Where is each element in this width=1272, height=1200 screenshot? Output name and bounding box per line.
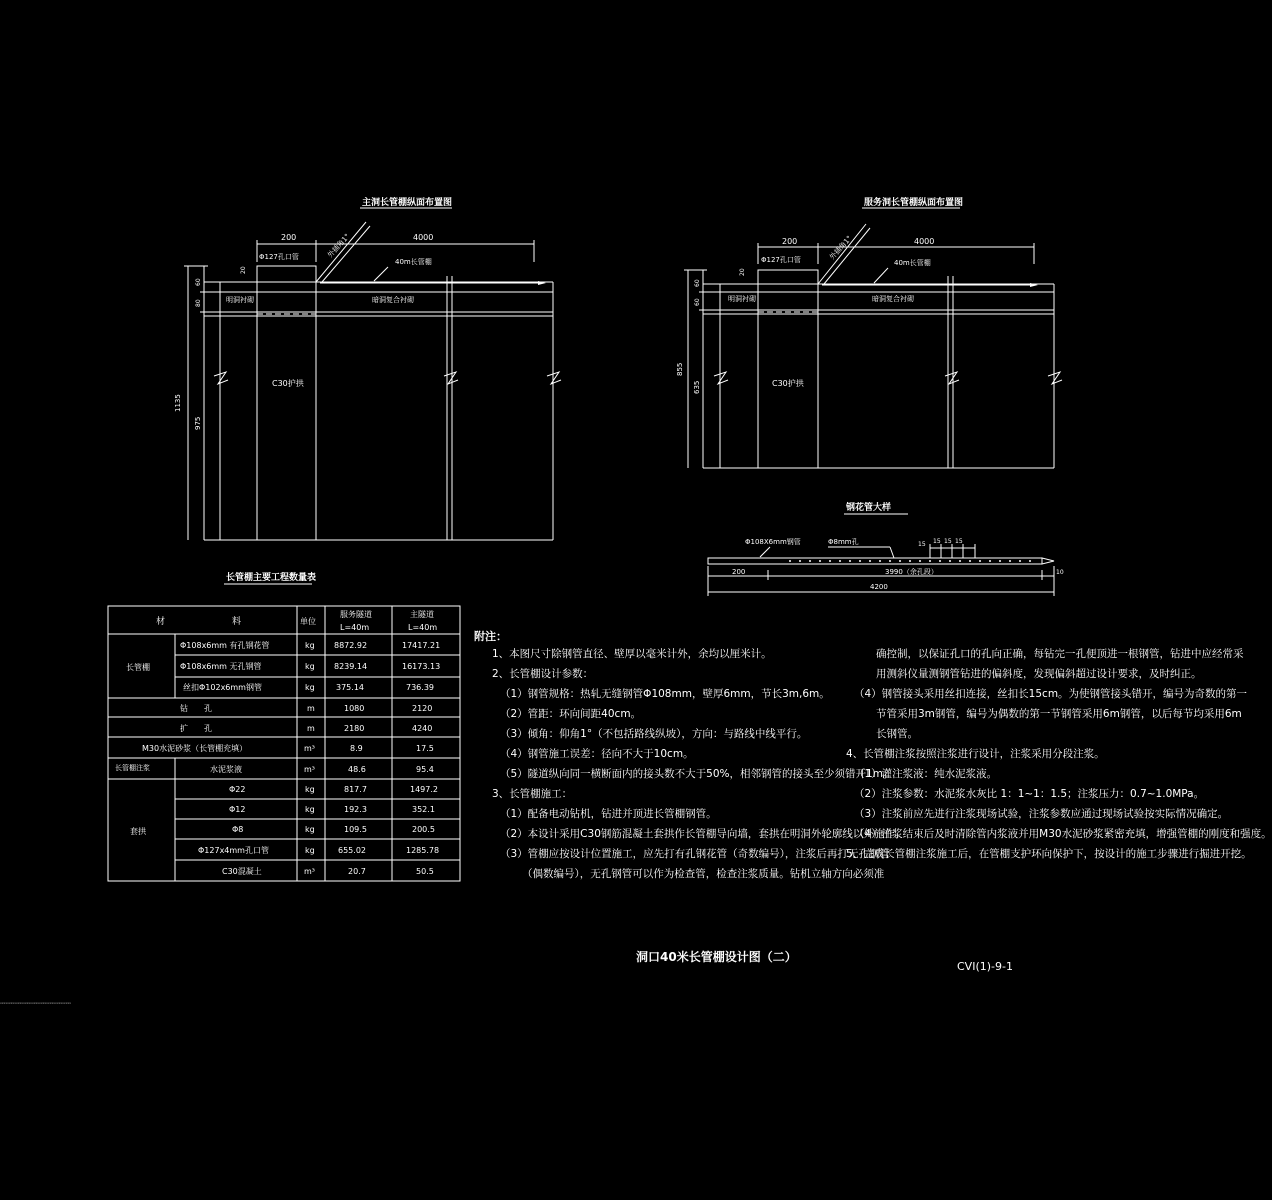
pipe-detail <box>708 501 1064 596</box>
note-left-7: 3、长管棚施工： <box>492 788 573 800</box>
row4-service: 2180 <box>344 724 365 733</box>
row9-unit: kg <box>305 825 315 834</box>
group-pipe-roof: 长管棚 <box>126 663 150 672</box>
note-left-5: （4）钢管施工误差：径向不大于10cm。 <box>500 748 694 760</box>
dim-3990: 3990（余孔段） <box>885 568 938 576</box>
row5-service: 8.9 <box>350 744 363 753</box>
dim-top-3: 15 <box>944 538 952 545</box>
service-section-title: 服务洞长管棚纵面布置图 <box>864 198 964 208</box>
row10-unit: kg <box>305 846 315 855</box>
service-c30-label: C30护拱 <box>772 379 804 388</box>
pipe-label: Φ108X6mm钢管 <box>745 538 801 546</box>
th-material-b: 料 <box>232 617 242 627</box>
note-right-2: （4）钢管接头采用丝扣连接，丝扣长15cm。为使钢管接头错开，编号为奇数的第一 <box>854 688 1248 700</box>
main-pipe40-label: 40m长管棚 <box>395 258 432 266</box>
service-pipe-label: Φ127孔口管 <box>761 256 801 264</box>
hole-label: Φ8mm孔 <box>828 538 859 546</box>
dim-10: 10 <box>1056 569 1064 576</box>
row3-service: 1080 <box>344 704 365 713</box>
th-service-a: 服务隧道 <box>340 610 372 619</box>
main-label-right: 暗洞复合衬砌 <box>372 296 414 304</box>
note-left-9: （2）本设计采用C30钢筋混凝土套拱作长管棚导向墙，套拱在明洞外轮廓线以外施作。 <box>500 828 906 840</box>
row10-service: 655.02 <box>338 846 366 855</box>
row5-unit: m³ <box>304 744 315 753</box>
note-right-7: （2）注浆参数：水泥浆水灰比 1：1~1：1.5；注浆压力：0.7~1.0MPa。 <box>854 788 1205 800</box>
row1-main: 16173.13 <box>402 662 441 671</box>
service-dim-200: 200 <box>782 237 798 246</box>
group-grouting: 长管棚注浆 <box>115 764 150 772</box>
dim-top-1: 15 <box>918 541 926 548</box>
dim-top-2: 15 <box>933 538 941 545</box>
note-right-9: （4）注浆结束后及时清除管内浆液并用M30水泥砂浆紧密充填，增强管棚的刚度和强度。 <box>854 828 1272 840</box>
service-dim-4000: 4000 <box>914 237 935 246</box>
main-section <box>174 196 561 540</box>
row4-unit: m <box>307 724 315 733</box>
row0-main: 17417.21 <box>402 641 441 650</box>
group-arch: 套拱 <box>130 827 146 836</box>
row1-item: Φ108x6mm 无孔钢管 <box>180 662 262 671</box>
row5-item: M30水泥砂浆（长管棚充填） <box>142 744 248 753</box>
note-left-8: （1）配备电动钻机，钻进并顶进长管棚钢管。 <box>500 808 717 820</box>
service-pipe40-label: 40m长管棚 <box>894 259 931 267</box>
main-label-left: 明洞衬砌 <box>226 296 254 304</box>
note-left-10: （3）管棚应按设计位置施工，应先打有孔钢花管（奇数编号），注浆后再打无孔钢管 <box>500 848 890 860</box>
note-right-0: 确控制，以保证孔口的孔向正确，每钻完一孔便顶进一根钢管，钻进中应经常采 <box>876 648 1244 660</box>
main-dim-small: 20 <box>240 266 247 274</box>
row10-item: Φ127x4mm孔口管 <box>198 846 269 855</box>
row11-item: C30混凝土 <box>222 867 262 876</box>
row1-service: 8239.14 <box>334 662 368 671</box>
th-main-a: 主隧道 <box>410 610 434 619</box>
row3-main: 2120 <box>412 704 433 713</box>
note-right-3: 节管采用3m钢管，编号为偶数的第一节钢管采用6m钢管，以后每节均采用6m <box>876 708 1242 720</box>
row7-unit: kg <box>305 785 315 794</box>
row10-main: 1285.78 <box>406 846 440 855</box>
service-dim-small: 20 <box>739 268 746 276</box>
row2-main: 736.39 <box>406 683 434 692</box>
row8-main: 352.1 <box>412 805 435 814</box>
main-section-title: 主洞长管棚纵面布置图 <box>362 198 453 208</box>
row9-item: Φ8 <box>232 825 244 834</box>
row11-service: 20.7 <box>348 867 366 876</box>
row9-main: 200.5 <box>412 825 435 834</box>
note-left-4: （3）倾角：仰角1°（不包括路线纵坡），方向：与路线中线平行。 <box>500 728 808 740</box>
row0-service: 8872.92 <box>334 641 368 650</box>
note-left-0: 1、本图尺寸除钢管直径、壁厚以毫米计外，余均以厘米计。 <box>492 648 772 660</box>
pipe-holes <box>789 560 1031 562</box>
note-left-3: （2）管距：环向间距40cm。 <box>500 708 642 720</box>
row2-item: 丝扣Φ102x6mm钢管 <box>183 683 262 692</box>
service-section <box>676 196 1062 468</box>
row6-unit: m³ <box>304 765 315 774</box>
service-label-left: 明洞衬砌 <box>728 295 756 303</box>
note-right-8: （3）注浆前应先进行注浆现场试验，注浆参数应通过现场试验按实际情况确定。 <box>854 808 1229 820</box>
row7-item: Φ22 <box>229 785 246 794</box>
service-dim-b: 60 <box>694 298 701 306</box>
table-title: 长管棚主要工程数量表 <box>226 573 317 583</box>
file-stamp: xxxxxxxxxxxxxxxxxxxxxxxxxxxxxxxxxxxxxxxx <box>0 1001 72 1005</box>
note-right-5: 4、长管棚注浆按照注浆进行设计，注浆采用分段注浆。 <box>846 748 1105 760</box>
row4-main: 4240 <box>412 724 433 733</box>
main-pipe-label: Φ127孔口管 <box>259 253 299 261</box>
main-dim-total: 1135 <box>174 394 182 412</box>
row11-unit: m³ <box>304 867 315 876</box>
th-unit: 单位 <box>300 617 316 626</box>
row0-item: Φ108x6mm 有孔钢花管 <box>180 641 270 650</box>
service-dim-c: 635 <box>693 380 701 394</box>
row3-item: 钻 孔 <box>180 704 212 713</box>
row2-service: 375.14 <box>336 683 364 692</box>
row3-unit: m <box>307 704 315 713</box>
main-dim-a: 60 <box>195 278 202 286</box>
note-right-4: 长钢管。 <box>876 728 918 740</box>
row6-main: 95.4 <box>416 765 434 774</box>
row1-unit: kg <box>305 662 315 671</box>
drawing-title: 洞口40米长管棚设计图（二） <box>636 950 797 964</box>
note-right-10: 5、完成长管棚注浆施工后，在管棚支护环向保护下，按设计的施工步骤进行掘进开挖。 <box>846 848 1252 860</box>
service-dim-a: 60 <box>694 279 701 287</box>
main-dim-c: 975 <box>194 416 202 430</box>
drawing-number: CVI(1)-9-1 <box>957 960 1013 973</box>
service-label-right: 暗洞复合衬砌 <box>872 295 914 303</box>
note-left-2: （1）钢管规格：热轧无缝钢管Φ108mm，壁厚6mm，节长3m,6m。 <box>500 688 830 700</box>
row8-unit: kg <box>305 805 315 814</box>
note-right-1: 用测斜仪量测钢管钻进的偏斜度，发现偏斜超过设计要求，及时纠正。 <box>876 668 1202 680</box>
row6-item: 水泥浆液 <box>210 765 242 774</box>
main-dim-4000: 4000 <box>413 233 434 242</box>
row8-service: 192.3 <box>344 805 367 814</box>
main-dim-200: 200 <box>281 233 297 242</box>
main-dim-b: 80 <box>195 299 202 307</box>
quantity-table <box>108 571 460 881</box>
notes-block <box>470 624 1272 880</box>
row6-service: 48.6 <box>348 765 366 774</box>
pipe-detail-title: 钢花管大样 <box>846 503 892 513</box>
main-angle-label: 外插角1° <box>326 232 352 260</box>
row2-unit: kg <box>305 683 315 692</box>
service-angle-label: 外插角1° <box>828 234 854 262</box>
row0-unit: kg <box>305 641 315 650</box>
row8-item: Φ12 <box>229 805 246 814</box>
service-dim-total: 855 <box>676 362 684 376</box>
note-left-6: （5）隧道纵向同一横断面内的接头数不大于50%，相邻钢管的接头至少须错开1m。 <box>500 768 894 780</box>
th-material-a: 材 <box>156 617 166 627</box>
note-left-1: 2、长管棚设计参数： <box>492 668 594 680</box>
dim-200: 200 <box>732 568 746 576</box>
th-service-b: L=40m <box>340 623 370 632</box>
dim-top-4: 15 <box>955 538 963 545</box>
row9-service: 109.5 <box>344 825 367 834</box>
row7-service: 817.7 <box>344 785 367 794</box>
row5-main: 17.5 <box>416 744 434 753</box>
row4-item: 扩 孔 <box>180 724 212 733</box>
row11-main: 50.5 <box>416 867 434 876</box>
note-right-6: （1）灌注浆液：纯水泥浆液。 <box>854 768 998 780</box>
dim-4200: 4200 <box>870 583 888 591</box>
main-c30-label: C30护拱 <box>272 379 304 388</box>
th-main-b: L=40m <box>408 623 438 632</box>
notes-heading: 附注： <box>474 630 507 643</box>
note-left-11: （偶数编号），无孔钢管可以作为检查管，检查注浆质量。钻机立轴方向必须准 <box>522 868 885 880</box>
row7-main: 1497.2 <box>410 785 438 794</box>
